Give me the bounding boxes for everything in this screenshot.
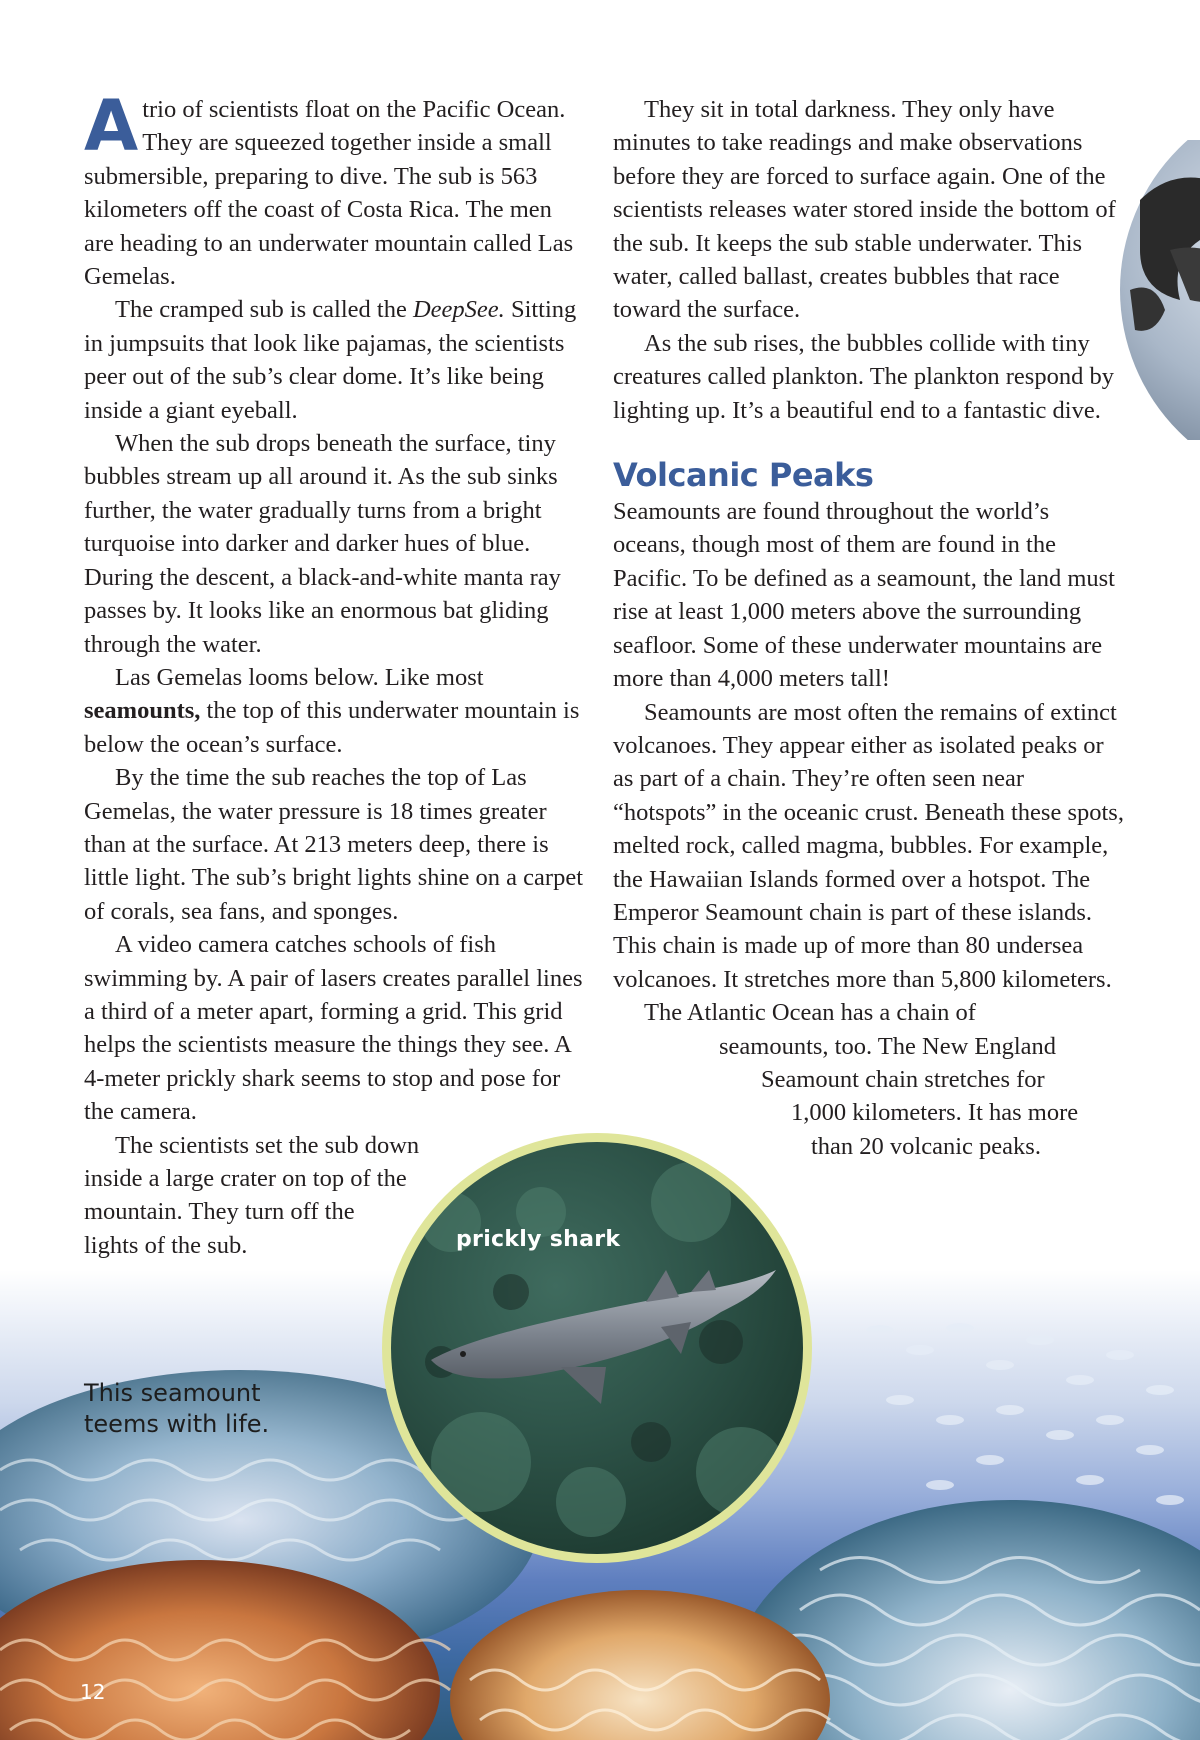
shark-illustration bbox=[391, 1142, 803, 1554]
text-line: Seamount chain stretches for bbox=[761, 1065, 1045, 1093]
photo-caption: This seamount teems with life. bbox=[84, 1379, 270, 1438]
paragraph-seamounts: Seamounts are found throughout the world’s oceans, though most of them are found in the Pacific. To be defined as a seamount, the land must rise at least 1,000 meters above the surrounding seafloor. Some of these underwater mountains are more than 4,000 meters tall! bbox=[613, 498, 1115, 693]
text-line: The Atlantic Ocean has a chain of bbox=[644, 999, 976, 1027]
text-line: seamounts, too. The New England bbox=[719, 1032, 1057, 1060]
paragraph-darkness: They sit in total darkness. They only have minutes to take readings and make observations before they are forced to surface again. One of the scientists releases water stored inside the bottom of the sub. It keeps the sub stable underwater. This water, called ballast, creates bubbles that race toward the surface. bbox=[613, 96, 1116, 324]
paragraph-text: the top of this underwater mountain is below the ocean’s surface. bbox=[84, 697, 580, 758]
paragraph-descent: When the sub drops beneath the surface, tiny bubbles stream up all around it. As the sub sinks further, the water gradually turns from a bright turquoise into darker and darker hues of blue. During the descent, a black-and-white manta ray passes by. It looks like an enormous bat gliding through the water. bbox=[84, 430, 561, 658]
photo-label: prickly shark bbox=[456, 1227, 621, 1252]
paragraph-camera: A video camera catches schools of fish swimming by. A pair of lasers creates parallel lines a third of a meter apart, forming a grid. This grid helps the scientists measure the things they see. A 4-meter prickly shark seems to stop and pose for the camera. bbox=[84, 931, 583, 1126]
paragraph-las-gemelas bbox=[84, 661, 584, 761]
prickly-shark-photo bbox=[382, 1133, 812, 1563]
paragraph-atlantic bbox=[613, 996, 1128, 1163]
drop-cap: A bbox=[84, 85, 139, 167]
paragraph-text: Sitting in jumpsuits that look like pajamas, the scientists peer out of the sub’s clear dome. It’s like being inside a giant eyeball. bbox=[84, 296, 577, 424]
intro-paragraph bbox=[84, 85, 584, 293]
left-column bbox=[84, 85, 584, 1262]
paragraph-plankton: As the sub rises, the bubbles collide with tiny creatures called plankton. The plankton respond by lighting up. It’s a beautiful end to a fantastic dive. bbox=[613, 329, 1114, 424]
paragraph-volcanoes: Seamounts are most often the remains of extinct volcanoes. They appear either as isolated peaks or as part of a chain. They’re often seen near “hotspots” in the oceanic crust. Beneath these spots, melted rock, called magma, bubbles. For example, the Hawaiian Islands formed over a hotspot. The Emperor Seamount chain is part of these islands. This chain is made up of more than 80 undersea volcanoes. It stretches more than 5,800 kilometers. bbox=[613, 698, 1124, 993]
text-line: mountain. They turn off the bbox=[84, 1198, 355, 1226]
page-number: 12 bbox=[80, 1680, 106, 1704]
right-column bbox=[613, 93, 1128, 1163]
paragraph-pressure: By the time the sub reaches the top of Las Gemelas, the water pressure is 18 times greater than at the surface. At 213 meters deep, there is little light. The sub’s bright lights shine on a carpet of corals, sea fans, and sponges. bbox=[84, 764, 584, 925]
paragraph-text: The cramped sub is called the bbox=[115, 296, 413, 324]
intro-text: trio of scientists float on the Pacific Ocean. They are squeezed together inside a small submersible, preparing to dive. The sub is 563 kilometers off the coast of Costa Rica. The men are heading to an underwater mountain called Las Gemelas. bbox=[84, 96, 574, 291]
paragraph-deepsee bbox=[84, 293, 584, 427]
glossary-term: seamounts, bbox=[84, 697, 201, 725]
text-line: The scientists set the sub down bbox=[115, 1131, 420, 1159]
text-line: than 20 volcanic peaks. bbox=[811, 1132, 1041, 1160]
section-heading: Volcanic Peaks bbox=[613, 456, 874, 495]
text-line: lights of the sub. bbox=[84, 1231, 248, 1259]
text-line: inside a large crater on top of the bbox=[84, 1165, 407, 1192]
sub-name: DeepSee. bbox=[412, 296, 505, 324]
paragraph-text: Las Gemelas looms below. Like most bbox=[115, 663, 484, 691]
photo-frame bbox=[391, 1142, 803, 1554]
text-line: 1,000 kilometers. It has more bbox=[791, 1099, 1079, 1127]
